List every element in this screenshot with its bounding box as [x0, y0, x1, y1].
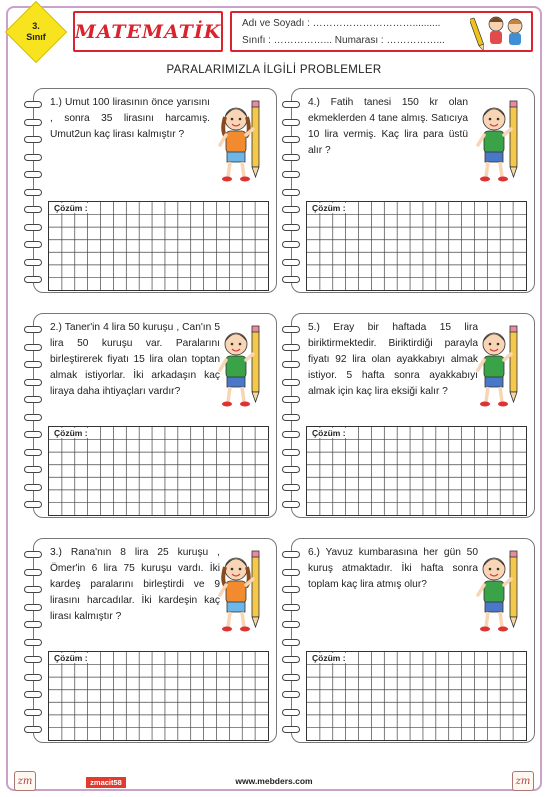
- spiral-ring-icon: [24, 136, 42, 143]
- problem-card-4: [291, 88, 535, 293]
- grade-label: Sınıf: [26, 32, 46, 42]
- spiral-ring-icon: [282, 361, 300, 368]
- problem-text: 6.) Yavuz kumbarasına her gün 50 kuruş atmaktadır. İki hafta sonra toplam kaç lira atmış olur?: [308, 547, 478, 590]
- spiral-ring-icon: [282, 726, 300, 733]
- spiral-ring-icon: [282, 154, 300, 161]
- spiral-ring-icon: [24, 569, 42, 576]
- grid-lines: [307, 202, 526, 290]
- spiral-ring-icon: [282, 189, 300, 196]
- spiral-ring-icon: [282, 656, 300, 663]
- problem-card-1: [33, 88, 277, 293]
- spiral-ring-icon: [24, 206, 42, 213]
- spiral-ring-icon: [282, 709, 300, 716]
- spiral-ring-icon: [24, 154, 42, 161]
- spiral-ring-icon: [24, 691, 42, 698]
- spiral-ring-icon: [282, 136, 300, 143]
- problem-text: 1.) Umut 100 lirasının önce yarısını , sonra 35 lirasını harcamış. Umut2un kaç lirası kalmıştır ?: [50, 97, 210, 140]
- spiral-ring-icon: [282, 396, 300, 403]
- spiral-ring-icon: [282, 484, 300, 491]
- spiral-ring-icon: [24, 674, 42, 681]
- spiral-ring-icon: [282, 344, 300, 351]
- solution-grid[interactable]: [48, 201, 269, 291]
- spiral-ring-icon: [24, 379, 42, 386]
- spiral-ring-icon: [24, 119, 42, 126]
- spiral-ring-icon: [24, 101, 42, 108]
- spiral-ring-icon: [282, 674, 300, 681]
- spiral-ring-icon: [282, 326, 300, 333]
- spiral-ring-icon: [24, 656, 42, 663]
- spiral-ring-icon: [24, 259, 42, 266]
- spiral-ring-icon: [24, 396, 42, 403]
- subject-title: MATEMATİK: [74, 20, 222, 43]
- spiral-ring-icon: [282, 119, 300, 126]
- spiral-ring-icon: [24, 466, 42, 473]
- spiral-ring-icon: [282, 379, 300, 386]
- problem-text: 5.) Eray bir haftada 15 lira biriktirmektedir. Biriktirdiği parayla fiyatı 92 lira olan ayakkabıyı almak istiyor. 5 hafta sonra ayakkabıyı almak için kaç lira eksiği kalır ?: [308, 322, 478, 397]
- spiral-ring-icon: [282, 586, 300, 593]
- spiral-ring-icon: [24, 361, 42, 368]
- spiral-ring-icon: [24, 276, 42, 283]
- spiral-ring-icon: [282, 621, 300, 628]
- solution-label: Çözüm :: [312, 653, 346, 663]
- spiral-ring-icon: [24, 431, 42, 438]
- spiral-binding: [282, 543, 302, 739]
- spiral-binding: [24, 318, 44, 514]
- grid-lines: [307, 652, 526, 740]
- solution-label: Çözüm :: [54, 428, 88, 438]
- spiral-ring-icon: [24, 709, 42, 716]
- solution-label: Çözüm :: [54, 203, 88, 213]
- solution-label: Çözüm :: [312, 203, 346, 213]
- spiral-ring-icon: [282, 259, 300, 266]
- footer-code-badge: zmacit58: [86, 777, 126, 788]
- spiral-ring-icon: [24, 189, 42, 196]
- name-line: Adı ve Soyadı : …………………………..........: [242, 18, 441, 29]
- spiral-ring-icon: [24, 639, 42, 646]
- solution-grid[interactable]: [306, 426, 527, 516]
- spiral-binding: [24, 93, 44, 289]
- solution-grid[interactable]: [48, 651, 269, 741]
- grid-lines: [49, 202, 268, 290]
- grade-text: [14, 10, 58, 54]
- grid-lines: [49, 652, 268, 740]
- grade-number: 3.: [32, 21, 40, 31]
- spiral-ring-icon: [24, 551, 42, 558]
- spiral-ring-icon: [282, 501, 300, 508]
- boy-with-pencil-icon: [216, 324, 268, 412]
- spiral-ring-icon: [282, 171, 300, 178]
- spiral-ring-icon: [24, 484, 42, 491]
- spiral-ring-icon: [24, 224, 42, 231]
- spiral-ring-icon: [282, 569, 300, 576]
- page-title: PARALARIMIZLA İLGİLİ PROBLEMLER: [166, 64, 382, 76]
- spiral-ring-icon: [282, 639, 300, 646]
- spiral-ring-icon: [24, 449, 42, 456]
- girl-with-pencil-icon: [216, 99, 268, 187]
- grid-lines: [307, 427, 526, 515]
- spiral-ring-icon: [24, 326, 42, 333]
- solution-grid[interactable]: [48, 426, 269, 516]
- spiral-ring-icon: [282, 241, 300, 248]
- spiral-binding: [282, 318, 302, 514]
- problem-card-5: [291, 313, 535, 518]
- boy-with-pencil-icon: [474, 99, 526, 187]
- kids-with-pencil-icon: [470, 12, 530, 50]
- spiral-ring-icon: [24, 344, 42, 351]
- footer-logo-right: zm: [512, 771, 534, 791]
- problem-text: 2.) Taner'in 4 lira 50 kuruşu , Can'ın 5 lira 50 kuruşu var. Paralarını birleştirerek fiyatı 15 lira olan toptan almak istiyorlar. İki arkadaşın kaç liraya daha ihtiyaçları vardır?: [50, 322, 220, 397]
- problem-text: 4.) Fatih tanesi 150 kr olan ekmeklerden 4 tane almış. Satıcıya 10 lira vermiş. Kaç lira para üstü alır ?: [308, 97, 468, 156]
- spiral-ring-icon: [282, 431, 300, 438]
- spiral-ring-icon: [24, 604, 42, 611]
- footer-logo-left: zm: [14, 771, 36, 791]
- spiral-ring-icon: [282, 466, 300, 473]
- problem-text: 3.) Rana'nın 8 lira 25 kuruşu , Ömer'in 6 lira 75 kuruşu vardı. İki kardeş paralarını birleştirdi ve 9 lirasını harcadılar. İki kardeşin kaç lirası kalmıştır ?: [50, 547, 220, 622]
- spiral-ring-icon: [24, 414, 42, 421]
- spiral-ring-icon: [282, 691, 300, 698]
- boy-with-pencil-icon: [474, 549, 526, 637]
- spiral-ring-icon: [282, 551, 300, 558]
- problem-card-6: [291, 538, 535, 743]
- spiral-ring-icon: [282, 206, 300, 213]
- solution-label: Çözüm :: [54, 653, 88, 663]
- spiral-ring-icon: [282, 276, 300, 283]
- spiral-binding: [282, 93, 302, 289]
- spiral-ring-icon: [24, 586, 42, 593]
- spiral-ring-icon: [24, 621, 42, 628]
- spiral-ring-icon: [24, 501, 42, 508]
- title-box: [73, 11, 223, 52]
- problem-card-2: [33, 313, 277, 518]
- spiral-ring-icon: [282, 449, 300, 456]
- spiral-ring-icon: [282, 101, 300, 108]
- solution-grid[interactable]: [306, 651, 527, 741]
- spiral-ring-icon: [282, 604, 300, 611]
- solution-grid[interactable]: [306, 201, 527, 291]
- spiral-ring-icon: [282, 414, 300, 421]
- spiral-ring-icon: [282, 224, 300, 231]
- problem-card-3: [33, 538, 277, 743]
- spiral-ring-icon: [24, 241, 42, 248]
- solution-label: Çözüm :: [312, 428, 346, 438]
- class-number-line: Sınıfı : ……………... Numarası : ……………...: [242, 35, 445, 46]
- spiral-ring-icon: [24, 171, 42, 178]
- grid-lines: [49, 427, 268, 515]
- girl-with-pencil-icon: [216, 549, 268, 637]
- boy-with-pencil-icon: [474, 324, 526, 412]
- footer-url[interactable]: www.mebders.com: [235, 776, 313, 786]
- spiral-binding: [24, 543, 44, 739]
- spiral-ring-icon: [24, 726, 42, 733]
